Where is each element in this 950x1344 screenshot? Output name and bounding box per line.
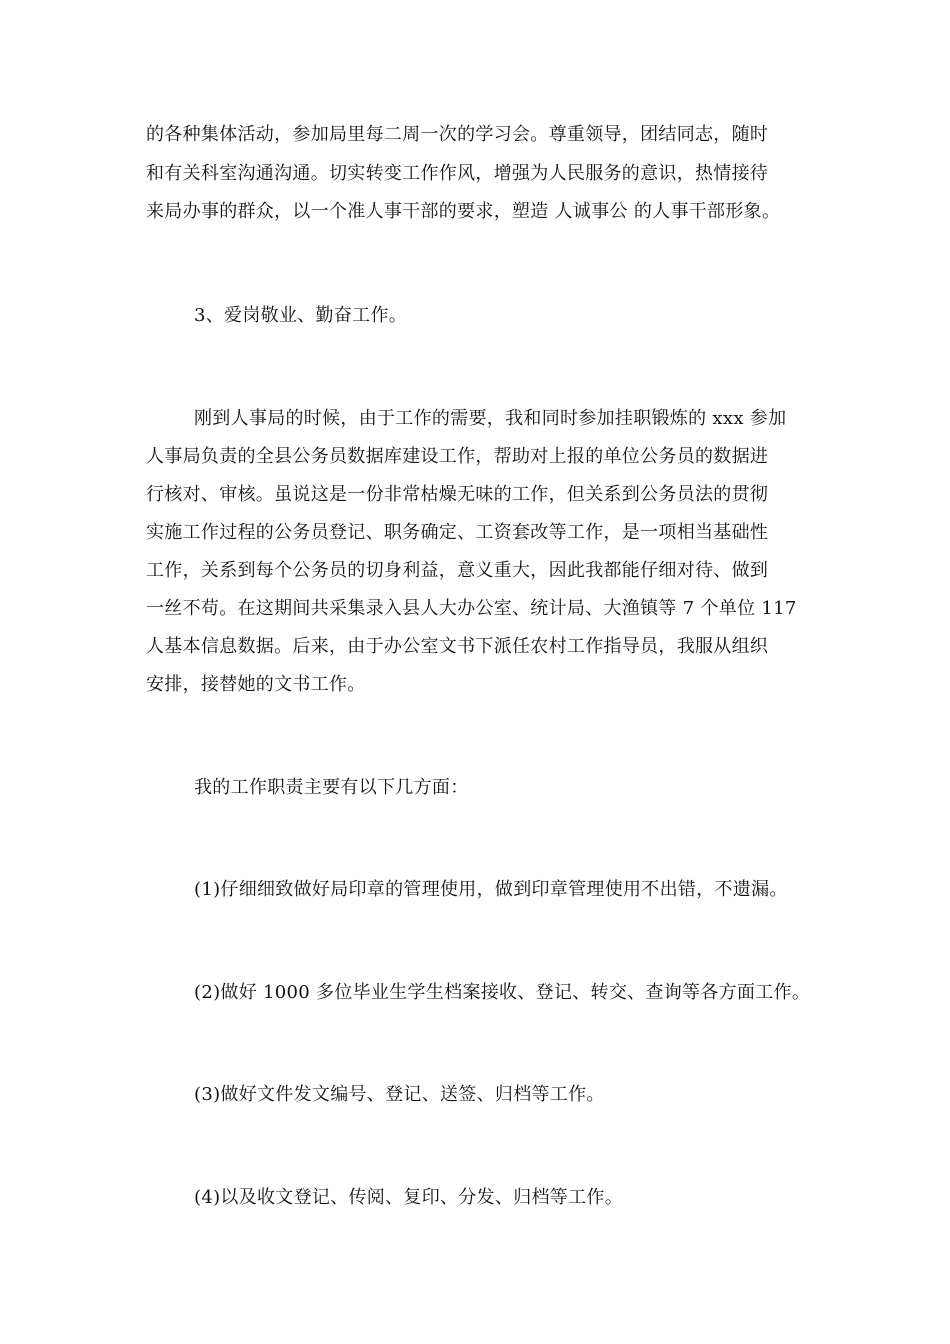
paragraph-line: 实施工作过程的公务员登记、职务确定、工资套改等工作，是一项相当基础性 [146, 522, 769, 543]
duties-intro: 我的工作职责主要有以下几方面： [194, 777, 469, 798]
duty-item: (4)以及收文登记、传阅、复印、分发、归档等工作。 [194, 1187, 623, 1208]
duty-item: (1)仔细细致做好局印章的管理使用，做到印章管理使用不出错，不遗漏。 [194, 879, 788, 900]
paragraph-line: 安排，接替她的文书工作。 [146, 674, 366, 695]
duty-item: (3)做好文件发文编号、登记、送签、归档等工作。 [194, 1084, 605, 1105]
section-heading: 3、爱岗敬业、勤奋工作。 [194, 305, 408, 326]
paragraph-line: 人事局负责的全县公务员数据库建设工作，帮助对上报的单位公务员的数据进 [146, 446, 769, 467]
paragraph-line: 的各种集体活动，参加局里每二周一次的学习会。尊重领导，团结同志，随时 [146, 124, 769, 145]
paragraph-line: 人基本信息数据。后来，由于办公室文书下派任农村工作指导员，我服从组织 [146, 636, 769, 657]
paragraph-line: 来局办事的群众，以一个准人事干部的要求，塑造 人诚事公 的人事干部形象。 [146, 201, 781, 222]
paragraph-line: 工作，关系到每个公务员的切身利益，意义重大，因此我都能仔细对待、做到 [146, 560, 769, 581]
paragraph-line: 行核对、审核。虽说这是一份非常枯燥无味的工作，但关系到公务员法的贯彻 [146, 484, 769, 505]
paragraph-line: 刚到人事局的时候，由于工作的需要，我和同时参加挂职锻炼的 xxx 参加 [194, 408, 787, 429]
paragraph-line: 和有关科室沟通沟通。切实转变工作作风，增强为人民服务的意识，热情接待 [146, 163, 769, 184]
paragraph-line: 一丝不苟。在这期间共采集录入县人大办公室、统计局、大渔镇等 7 个单位 117 [146, 598, 797, 619]
duty-item: (2)做好 1000 多位毕业生学生档案接收、登记、转交、查询等各方面工作。 [194, 982, 811, 1003]
